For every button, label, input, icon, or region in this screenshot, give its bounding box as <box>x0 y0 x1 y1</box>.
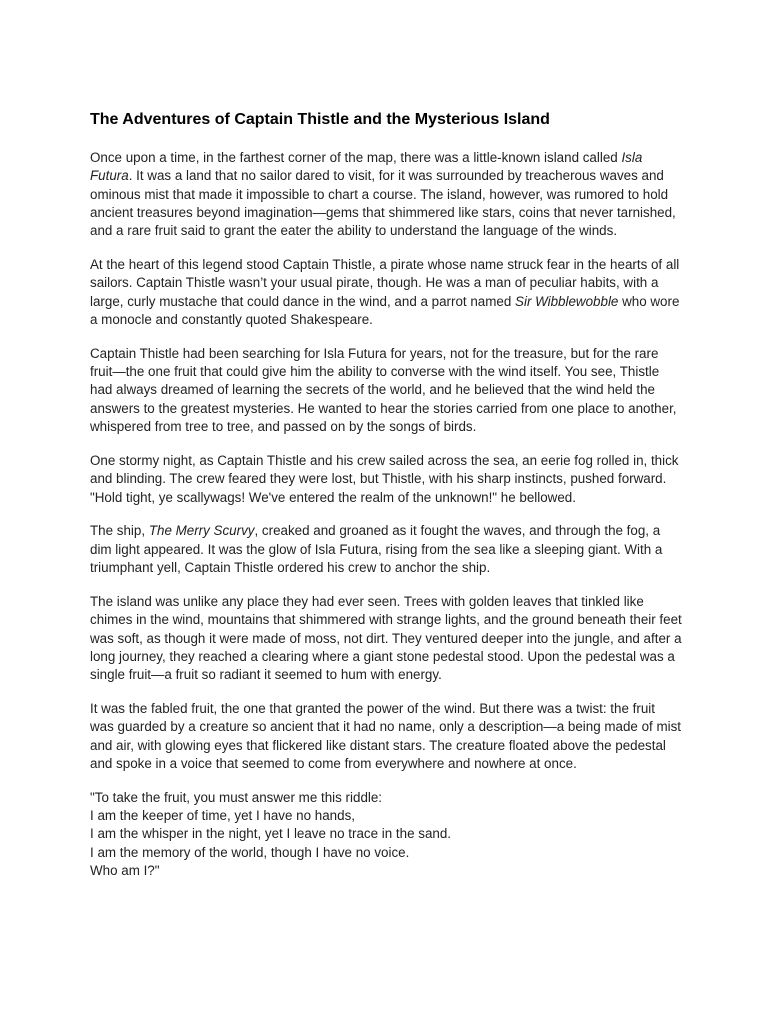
riddle-line: I am the keeper of time, yet I have no hands, <box>90 808 355 824</box>
paragraph-5 <box>90 522 682 577</box>
paragraph-3 <box>90 345 682 436</box>
italic-parrot-name: Sir Wibblewobble <box>515 293 619 309</box>
riddle-block <box>90 789 682 880</box>
riddle-line: I am the whisper in the night, yet I leave no trace in the sand. <box>90 826 452 842</box>
riddle-line: "To take the fruit, you must answer me this riddle: <box>90 789 383 805</box>
document-page <box>90 108 682 896</box>
paragraph-7 <box>90 700 682 773</box>
italic-ship-name: The Merry Scurvy <box>148 523 255 539</box>
paragraph-text: who wore a monocle and constantly quoted Shakespeare. <box>90 293 680 327</box>
riddle-line: Who am I?" <box>90 862 160 878</box>
paragraph-text: Once upon a time, in the farthest corner of the map, there was a little-known island called <box>90 150 622 165</box>
paragraph-text: It was the fabled fruit, the one that granted the power of the wind. But there was a twist: the fruit was guarded by a creature so ancient that it had no name, only a description—a being made of mist and air, with glowing eyes that flickered like distant stars. The creature floated above the pedestal and spoke in a voice that seemed to come from everywhere and nowhere at once. <box>90 700 682 771</box>
italic-place-name: Isla Futura <box>90 150 643 184</box>
paragraph-4 <box>90 452 682 507</box>
paragraph-list <box>90 149 682 880</box>
paragraph-text: , creaked and groaned as it fought the waves, and through the fog, a dim light appeared. It was the glow of Isla Futura, rising from the sea like a sleeping giant. With a triumphant yell, Captain Thistle ordered his crew to anchor the ship. <box>90 523 663 576</box>
paragraph-text: . It was a land that no sailor dared to visit, for it was surrounded by treacherous waves and ominous mist that made it impossible to chart a course. The island, however, was rumored to hold ancient treasures beyond imagination—gems that shimmered like stars, coins that never tarnished, and a rare fruit said to grant the eater the ability to understand the language of the winds. <box>90 168 676 239</box>
paragraph-2 <box>90 256 682 329</box>
paragraph-text: At the heart of this legend stood Captain Thistle, a pirate whose name struck fear in the hearts of all sailors. Captain Thistle wasn’t your usual pirate, though. He was a man of peculiar habits, with a large, curly mustache that could dance in the wind, and a parrot named <box>90 257 680 309</box>
paragraph-6 <box>90 593 682 684</box>
paragraph-text: The ship, <box>90 523 149 539</box>
paragraph-text: One stormy night, as Captain Thistle and his crew sailed across the sea, an eerie fog rolled in, thick and blinding. The crew feared they were lost, but Thistle, with his sharp instincts, pushed forward. "Hold tight, ye scallywags! We've entered the realm of the unknown!" he bellowed. <box>90 452 679 505</box>
paragraph-text: Captain Thistle had been searching for Isla Futura for years, not for the treasure, but for the rare fruit—the one fruit that could give him the ability to converse with the wind itself. You see, Thistle had always dreamed of learning the secrets of the world, and he believed that the wind held the answers to the greatest mysteries. He wanted to hear the stories carried from one place to another, whispered from tree to tree, and passed on by the songs of birds. <box>90 345 677 435</box>
paragraph-text: The island was unlike any place they had ever seen. Trees with golden leaves that tinkled like chimes in the wind, mountains that shimmered with strange lights, and the ground beneath their feet was soft, as though it were made of moss, not dirt. They ventured deeper into the jungle, and after a long journey, they reached a clearing where a giant stone pedestal stood. Upon the pedestal was a single fruit—a fruit so radiant it seemed to hum with energy. <box>90 593 682 683</box>
document-title: The Adventures of Captain Thistle and the Mysterious Island <box>90 111 550 128</box>
paragraph-1 <box>90 149 682 240</box>
riddle-line: I am the memory of the world, though I have no voice. <box>90 844 410 860</box>
